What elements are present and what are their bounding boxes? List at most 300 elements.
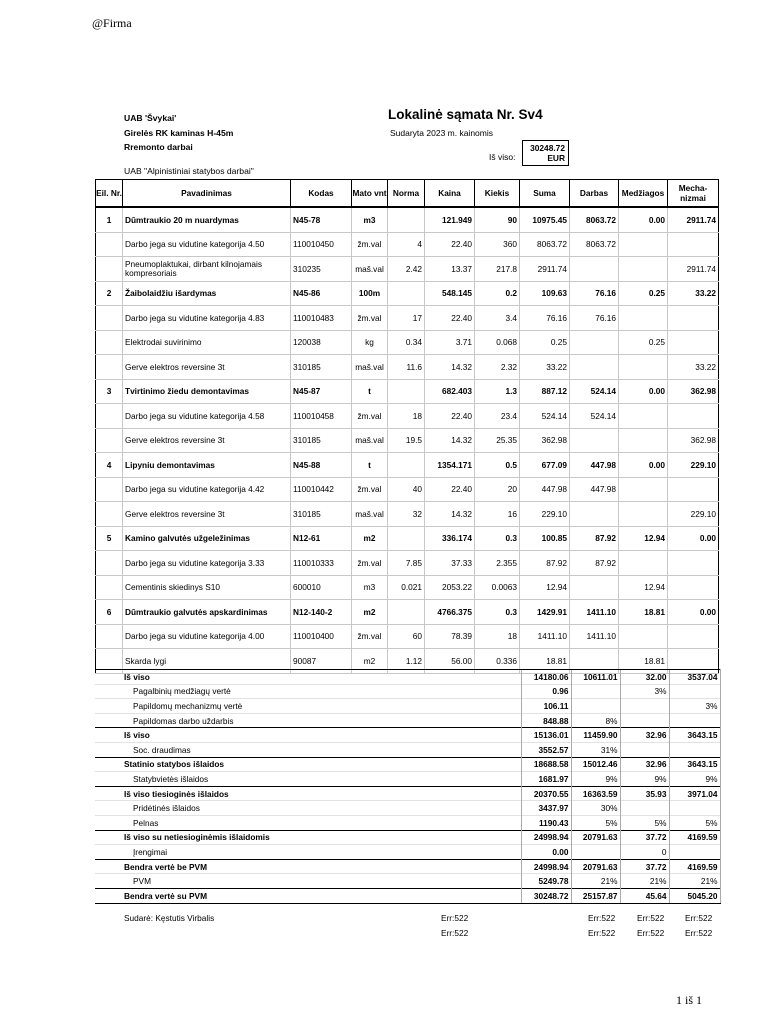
table-cell-nr	[96, 306, 123, 331]
summary-mech: 21%	[669, 874, 720, 889]
summary-label: Pelnas	[95, 815, 521, 830]
table-row-item	[96, 453, 719, 478]
table-cell-work	[570, 575, 619, 600]
table-row-resource	[96, 477, 719, 502]
table-cell-norm	[388, 281, 425, 306]
table-cell-price: 14.32	[425, 428, 475, 453]
table-row-resource	[96, 330, 719, 355]
table-cell-code: 600010	[291, 575, 352, 600]
table-cell-nr	[96, 551, 123, 576]
table-cell-price: 548.145	[425, 281, 475, 306]
summary-label: Soc. draudimas	[95, 742, 521, 757]
table-cell-sum: 18.81	[520, 649, 570, 674]
table-cell-qty: 0.068	[475, 330, 520, 355]
table-cell-price: 682.403	[425, 379, 475, 404]
table-cell-norm: 7.85	[388, 551, 425, 576]
err-cell: Err:522	[685, 928, 713, 938]
col-header: Kaina	[425, 180, 475, 208]
table-cell-unit: maš.val	[352, 257, 388, 282]
summary-mat: 45.64	[620, 888, 669, 903]
table-cell-price: 14.32	[425, 502, 475, 527]
summary-row	[95, 772, 720, 787]
summary-mech	[669, 713, 720, 728]
table-cell-norm: 4	[388, 232, 425, 257]
table-cell-unit: m2	[352, 526, 388, 551]
table-row-resource	[96, 502, 719, 527]
summary-row	[95, 874, 720, 889]
table-cell-work: 87.92	[570, 551, 619, 576]
summary-mech	[669, 684, 720, 699]
table-cell-mat: 18.81	[619, 600, 668, 625]
summary-work: 9%	[571, 772, 620, 787]
table-cell-name: Darbo jega su vidutine kategorija 4.58	[123, 404, 291, 429]
summary-row	[95, 845, 720, 860]
table-cell-work: 1411.10	[570, 600, 619, 625]
table-cell-mech: 0.00	[668, 600, 719, 625]
table-cell-code: 90087	[291, 649, 352, 674]
table-cell-code: 310235	[291, 257, 352, 282]
summary-label: Bendra vertė be PVM	[95, 859, 521, 874]
table-cell-nr: 4	[96, 453, 123, 478]
object-name: Girelės RK kaminas H-45m	[124, 128, 234, 138]
table-cell-norm	[388, 379, 425, 404]
table-cell-norm: 40	[388, 477, 425, 502]
table-cell-work: 87.92	[570, 526, 619, 551]
table-cell-norm: 32	[388, 502, 425, 527]
firma-label: @Firma	[92, 16, 132, 30]
table-cell-code: 110010400	[291, 624, 352, 649]
table-cell-nr	[96, 330, 123, 355]
table-cell-mat	[619, 355, 668, 380]
summary-row	[95, 684, 720, 699]
table-cell-sum: 2911.74	[520, 257, 570, 282]
table-cell-code: 110010442	[291, 477, 352, 502]
summary-work: 31%	[571, 742, 620, 757]
summary-label: Pridėtinės išlaidos	[95, 801, 521, 816]
table-cell-sum: 0.25	[520, 330, 570, 355]
table-cell-name: Dūmtraukio galvutės apskardinimas	[123, 600, 291, 625]
table-cell-nr	[96, 257, 123, 282]
summary-label: Iš viso	[95, 670, 521, 685]
summary-sum: 14180.06	[521, 670, 571, 685]
table-row-resource	[96, 624, 719, 649]
table-cell-price: 22.40	[425, 404, 475, 429]
table-row-item	[96, 379, 719, 404]
table-cell-qty: 217.8	[475, 257, 520, 282]
summary-mat	[620, 713, 669, 728]
col-header: Pavadinimas	[123, 180, 291, 208]
table-cell-mat	[619, 624, 668, 649]
table-cell-sum: 229.10	[520, 502, 570, 527]
table-row-resource	[96, 306, 719, 331]
summary-mat	[620, 742, 669, 757]
table-cell-unit: žm.val	[352, 477, 388, 502]
table-cell-price: 1354.171	[425, 453, 475, 478]
summary-row	[95, 713, 720, 728]
table-header-row	[96, 180, 719, 208]
table-cell-code: N12-61	[291, 526, 352, 551]
table-cell-mech	[668, 232, 719, 257]
table-cell-sum: 10975.45	[520, 207, 570, 232]
table-row-item	[96, 207, 719, 232]
table-cell-code: 120038	[291, 330, 352, 355]
summary-label: Iš viso	[95, 728, 521, 743]
table-cell-work	[570, 330, 619, 355]
table-cell-unit: maš.val	[352, 428, 388, 453]
summary-sum: 24998.94	[521, 859, 571, 874]
col-header: Darbas	[570, 180, 619, 208]
table-cell-mech	[668, 330, 719, 355]
table-cell-mat	[619, 306, 668, 331]
table-cell-sum: 100.85	[520, 526, 570, 551]
table-cell-price: 22.40	[425, 232, 475, 257]
table-cell-work: 8063.72	[570, 232, 619, 257]
table-cell-unit: m3	[352, 575, 388, 600]
table-cell-qty: 0.3	[475, 600, 520, 625]
contractor-name: UAB "Alpinistiniai statybos darbai"	[124, 166, 254, 176]
table-cell-mech: 362.98	[668, 379, 719, 404]
summary-work: 10611.01	[571, 670, 620, 685]
table-cell-name: Darbo jega su vidutine kategorija 4.00	[123, 624, 291, 649]
table-cell-work	[570, 257, 619, 282]
company-name: UAB 'Švykai'	[124, 113, 177, 123]
table-cell-code: N45-86	[291, 281, 352, 306]
table-cell-price: 2053.22	[425, 575, 475, 600]
summary-label: Iš viso su netiesioginėmis išlaidomis	[95, 830, 521, 845]
table-cell-unit: žm.val	[352, 306, 388, 331]
table-cell-qty: 3.4	[475, 306, 520, 331]
table-cell-unit: žm.val	[352, 624, 388, 649]
summary-row	[95, 888, 720, 903]
table-cell-mat	[619, 257, 668, 282]
page-number: 1 iš 1	[676, 993, 703, 1007]
summary-mat: 35.93	[620, 786, 669, 801]
table-cell-nr	[96, 624, 123, 649]
err-cell: Err:522	[588, 928, 616, 938]
table-cell-code: N45-87	[291, 379, 352, 404]
table-cell-nr	[96, 502, 123, 527]
summary-work: 11459.90	[571, 728, 620, 743]
table-cell-unit: žm.val	[352, 232, 388, 257]
table-cell-unit: t	[352, 379, 388, 404]
table-cell-price: 78.39	[425, 624, 475, 649]
table-cell-code: 310185	[291, 428, 352, 453]
table-cell-norm: 2.42	[388, 257, 425, 282]
table-cell-price: 336.174	[425, 526, 475, 551]
summary-work: 21%	[571, 874, 620, 889]
table-cell-code: 310185	[291, 355, 352, 380]
table-row-resource	[96, 551, 719, 576]
table-cell-mat	[619, 502, 668, 527]
table-cell-nr	[96, 428, 123, 453]
table-cell-code: N12-140-2	[291, 600, 352, 625]
table-cell-name: Cementinis skiedinys S10	[123, 575, 291, 600]
table-cell-norm	[388, 453, 425, 478]
table-cell-qty: 0.3	[475, 526, 520, 551]
table-row-resource	[96, 428, 719, 453]
table-cell-mat: 12.94	[619, 575, 668, 600]
summary-label: Statybvietės išlaidos	[95, 772, 521, 787]
summary-mech: 5%	[669, 815, 720, 830]
table-cell-unit: žm.val	[352, 404, 388, 429]
col-header: Mato vnt	[352, 180, 388, 208]
table-cell-nr: 3	[96, 379, 123, 404]
table-cell-name: Gerve elektros reversine 3t	[123, 502, 291, 527]
summary-mech: 9%	[669, 772, 720, 787]
summary-mat	[620, 801, 669, 816]
table-row-resource	[96, 257, 719, 282]
table-cell-sum: 12.94	[520, 575, 570, 600]
table-cell-code: N45-88	[291, 453, 352, 478]
table-cell-mech: 0.00	[668, 526, 719, 551]
summary-mech: 5045.20	[669, 888, 720, 903]
table-cell-mech: 33.22	[668, 281, 719, 306]
summary-mat: 5%	[620, 815, 669, 830]
table-cell-mech: 229.10	[668, 453, 719, 478]
estimate-table	[95, 179, 719, 674]
summary-sum: 30248.72	[521, 888, 571, 903]
table-cell-sum: 87.92	[520, 551, 570, 576]
table-cell-price: 22.40	[425, 306, 475, 331]
summary-sum: 20370.55	[521, 786, 571, 801]
table-cell-name: Dūmtraukio 20 m nuardymas	[123, 207, 291, 232]
table-cell-mat	[619, 477, 668, 502]
table-cell-qty: 0.0063	[475, 575, 520, 600]
table-cell-mech	[668, 477, 719, 502]
table-cell-mat	[619, 551, 668, 576]
summary-label: Papildomų mechanizmų vertė	[95, 699, 521, 714]
table-cell-code: 110010483	[291, 306, 352, 331]
table-cell-name: Darbo jega su vidutine kategorija 4.50	[123, 232, 291, 257]
table-cell-sum: 524.14	[520, 404, 570, 429]
col-header: Mecha- nizmai	[668, 180, 719, 208]
table-cell-name: Skarda lygi	[123, 649, 291, 674]
col-header: Kiekis	[475, 180, 520, 208]
summary-sum: 0.00	[521, 845, 571, 860]
table-cell-mech	[668, 624, 719, 649]
table-cell-price: 13.37	[425, 257, 475, 282]
table-cell-price: 121.949	[425, 207, 475, 232]
summary-mech: 3971.04	[669, 786, 720, 801]
table-cell-code: 310185	[291, 502, 352, 527]
col-header: Suma	[520, 180, 570, 208]
summary-sum: 5249.78	[521, 874, 571, 889]
table-cell-norm: 17	[388, 306, 425, 331]
table-cell-qty: 2.32	[475, 355, 520, 380]
table-cell-norm: 1.12	[388, 649, 425, 674]
summary-mat: 32.00	[620, 670, 669, 685]
table-cell-mat: 18.81	[619, 649, 668, 674]
table-cell-qty: 25.35	[475, 428, 520, 453]
summary-row	[95, 859, 720, 874]
summary-row	[95, 699, 720, 714]
table-cell-nr: 5	[96, 526, 123, 551]
table-cell-mat	[619, 404, 668, 429]
table-cell-unit: 100m	[352, 281, 388, 306]
table-cell-sum: 1429.91	[520, 600, 570, 625]
table-cell-name: Elektrodai suvirinimo	[123, 330, 291, 355]
works-name: Rremonto darbai	[124, 142, 193, 152]
table-cell-work: 447.98	[570, 453, 619, 478]
table-cell-work: 447.98	[570, 477, 619, 502]
table-cell-name: Kamino galvutės užgeležinimas	[123, 526, 291, 551]
table-cell-mat: 0.00	[619, 207, 668, 232]
table-cell-price: 56.00	[425, 649, 475, 674]
table-cell-unit: kg	[352, 330, 388, 355]
table-cell-name: Gerve elektros reversine 3t	[123, 355, 291, 380]
table-cell-norm	[388, 526, 425, 551]
table-cell-work	[570, 502, 619, 527]
table-cell-qty: 23.4	[475, 404, 520, 429]
summary-row	[95, 670, 720, 685]
table-cell-name: Darbo jega su vidutine kategorija 4.83	[123, 306, 291, 331]
err-cell: Err:522	[637, 928, 665, 938]
table-cell-work: 1411.10	[570, 624, 619, 649]
summary-work: 15012.46	[571, 757, 620, 772]
table-cell-qty: 0.336	[475, 649, 520, 674]
summary-mat: 3%	[620, 684, 669, 699]
table-cell-name: Gerve elektros reversine 3t	[123, 428, 291, 453]
table-cell-sum: 8063.72	[520, 232, 570, 257]
summary-mech: 4169.59	[669, 859, 720, 874]
summary-label: Iš viso tiesioginės išlaidos	[95, 786, 521, 801]
total-currency: EUR	[547, 153, 565, 163]
table-cell-unit: m3	[352, 207, 388, 232]
col-header: Kodas	[291, 180, 352, 208]
table-cell-norm: 60	[388, 624, 425, 649]
summary-mat	[620, 699, 669, 714]
summary-mat: 37.72	[620, 859, 669, 874]
table-cell-mat: 0.00	[619, 379, 668, 404]
summary-sum: 0.96	[521, 684, 571, 699]
table-cell-unit: m2	[352, 600, 388, 625]
summary-row	[95, 830, 720, 845]
table-cell-work: 76.16	[570, 306, 619, 331]
err-cell: Err:522	[588, 913, 616, 923]
table-cell-work	[570, 428, 619, 453]
summary-row	[95, 801, 720, 816]
summary-sum: 24998.94	[521, 830, 571, 845]
err-cell: Err:522	[685, 913, 713, 923]
table-cell-price: 4766.375	[425, 600, 475, 625]
summary-row	[95, 728, 720, 743]
table-cell-unit: t	[352, 453, 388, 478]
table-cell-qty: 1.3	[475, 379, 520, 404]
table-cell-sum: 362.98	[520, 428, 570, 453]
table-cell-mech	[668, 306, 719, 331]
table-row-item	[96, 281, 719, 306]
summary-table	[95, 669, 721, 904]
table-row-item	[96, 600, 719, 625]
table-cell-sum: 109.63	[520, 281, 570, 306]
summary-label: PVM	[95, 874, 521, 889]
err-cell: Err:522	[441, 928, 469, 938]
summary-mech	[669, 801, 720, 816]
table-row-resource	[96, 575, 719, 600]
table-cell-work: 524.14	[570, 379, 619, 404]
col-header: Eil. Nr.	[96, 180, 123, 208]
table-cell-mech: 2911.74	[668, 207, 719, 232]
table-cell-norm	[388, 207, 425, 232]
summary-row	[95, 757, 720, 772]
summary-work: 25157.87	[571, 888, 620, 903]
summary-mech: 4169.59	[669, 830, 720, 845]
table-cell-norm: 0.021	[388, 575, 425, 600]
summary-label: Pagalbinių medžiagų vertė	[95, 684, 521, 699]
summary-label: Įrengimai	[95, 845, 521, 860]
table-cell-name: Lipyniu demontavimas	[123, 453, 291, 478]
table-cell-nr	[96, 477, 123, 502]
table-row-resource	[96, 355, 719, 380]
table-cell-nr	[96, 355, 123, 380]
table-cell-name: Tvirtinimo žiedu demontavimas	[123, 379, 291, 404]
summary-mech	[669, 742, 720, 757]
summary-row	[95, 815, 720, 830]
table-cell-work: 76.16	[570, 281, 619, 306]
total-value: 30248.72	[530, 143, 565, 153]
table-cell-price: 37.33	[425, 551, 475, 576]
summary-mech	[669, 845, 720, 860]
summary-row	[95, 786, 720, 801]
summary-sum: 3552.57	[521, 742, 571, 757]
summary-work: 20791.63	[571, 859, 620, 874]
table-cell-nr	[96, 404, 123, 429]
table-cell-work: 524.14	[570, 404, 619, 429]
table-cell-qty: 2.355	[475, 551, 520, 576]
table-row-resource	[96, 404, 719, 429]
total-label: Iš viso:	[489, 152, 516, 162]
table-cell-qty: 20	[475, 477, 520, 502]
table-cell-mat: 0.25	[619, 330, 668, 355]
summary-mat: 32.96	[620, 757, 669, 772]
table-cell-sum: 1411.10	[520, 624, 570, 649]
table-cell-nr: 2	[96, 281, 123, 306]
table-cell-sum: 887.12	[520, 379, 570, 404]
table-cell-name: Žaibolaidžiu išardymas	[123, 281, 291, 306]
table-row-item	[96, 526, 719, 551]
table-cell-code: 110010333	[291, 551, 352, 576]
table-cell-qty: 16	[475, 502, 520, 527]
table-cell-code: 110010458	[291, 404, 352, 429]
summary-work	[571, 684, 620, 699]
summary-sum: 848.88	[521, 713, 571, 728]
table-cell-mech	[668, 404, 719, 429]
summary-work: 20791.63	[571, 830, 620, 845]
summary-mat: 0	[620, 845, 669, 860]
summary-mat: 32.96	[620, 728, 669, 743]
table-cell-mat	[619, 232, 668, 257]
table-cell-unit: maš.val	[352, 355, 388, 380]
summary-sum: 106.11	[521, 699, 571, 714]
table-cell-mat: 12.94	[619, 526, 668, 551]
summary-label: Papildomas darbo uždarbis	[95, 713, 521, 728]
table-cell-mech: 2911.74	[668, 257, 719, 282]
col-header: Medžiagos	[619, 180, 668, 208]
table-cell-name: Darbo jega su vidutine kategorija 3.33	[123, 551, 291, 576]
summary-sum: 1681.97	[521, 772, 571, 787]
err-cell: Err:522	[441, 913, 469, 923]
table-cell-price: 22.40	[425, 477, 475, 502]
table-cell-work: 8063.72	[570, 207, 619, 232]
summary-sum: 15136.01	[521, 728, 571, 743]
table-cell-nr	[96, 232, 123, 257]
table-cell-qty: 0.5	[475, 453, 520, 478]
summary-mat: 21%	[620, 874, 669, 889]
summary-work: 30%	[571, 801, 620, 816]
table-cell-qty: 90	[475, 207, 520, 232]
table-cell-sum: 76.16	[520, 306, 570, 331]
table-cell-mat: 0.25	[619, 281, 668, 306]
